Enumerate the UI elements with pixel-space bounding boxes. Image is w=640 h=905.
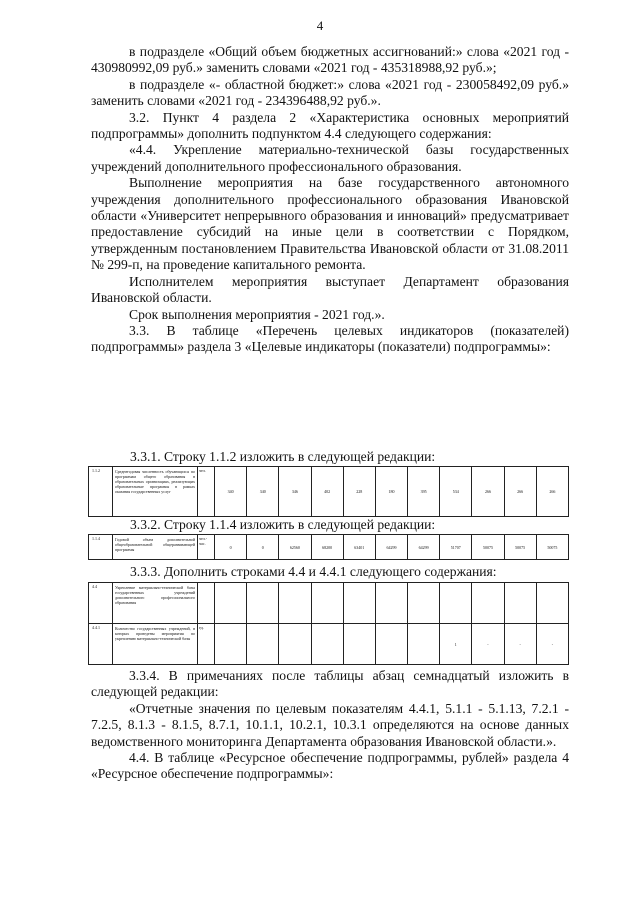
cell-index: 1.1.4 (89, 535, 113, 560)
cell-value: 395 (408, 467, 440, 517)
cell-value: 63401 (343, 535, 375, 560)
cell-value (215, 583, 247, 624)
table-row (89, 624, 569, 665)
cell-value: 50075 (472, 535, 504, 560)
cell-value (375, 583, 407, 624)
paragraph: 4.4. В таблице «Ресурсное обеспечение подпрограммы, рублей» раздела 4 «Ресурсное обеспечение подпрограммы»: (91, 750, 569, 782)
cell-value (408, 624, 440, 665)
cell-value: 228 (343, 467, 375, 517)
cell-unit: ед. (198, 624, 215, 665)
cell-value: 0 (215, 535, 247, 560)
cell-value (343, 583, 375, 624)
paragraph: 3.3.4. В примечаниях после таблицы абзац семнадцатый изложить в следующей редакции: (91, 668, 569, 700)
cell-value: 64299 (375, 535, 407, 560)
paragraph: в подразделе «Общий объем бюджетных ассигнований:» слова «2021 год - 430980992,09 руб.» заменить словами «2021 год - 435318988,92 руб.»; (91, 44, 569, 76)
cell-value: 50075 (536, 535, 568, 560)
paragraph: «4.4. Укрепление материально-технической базы государственных учреждений дополнительного профессионального образования. (91, 142, 569, 174)
cell-unit (198, 583, 215, 624)
cell-value (279, 583, 311, 624)
cell-value: - (504, 624, 536, 665)
cell-value: 266 (504, 467, 536, 517)
cell-name: Укрепление материально-технической базы государственных учреждений дополнительного профессионального образования (113, 583, 198, 624)
body-text-bottom (91, 668, 569, 783)
cell-value (247, 624, 279, 665)
cell-value: 346 (279, 467, 311, 517)
cell-value (311, 624, 343, 665)
cell-value: 402 (311, 467, 343, 517)
cell-value: 534 (440, 467, 472, 517)
indicator-table-1 (88, 466, 569, 517)
cell-name: Количество государственных учреждений, в которых проведены мероприятия по укреплению материально-технической базы (113, 624, 198, 665)
cell-unit: чел.-час. (198, 535, 215, 560)
cell-value: - (472, 624, 504, 665)
cell-value (504, 583, 536, 624)
cell-value (408, 583, 440, 624)
table-row (89, 583, 569, 624)
cell-value: 340 (247, 467, 279, 517)
paragraph: Срок выполнения мероприятия - 2021 год.». (129, 306, 385, 322)
cell-value: 266 (536, 467, 568, 517)
cell-value (247, 583, 279, 624)
cell-value: 0 (247, 535, 279, 560)
paragraph: 3.3. В таблице «Перечень целевых индикаторов (показателей) подпрограммы» раздела 3 «Целевые индикаторы (показатели) подпрограммы»: (91, 322, 569, 355)
cell-value (279, 624, 311, 665)
cell-value (472, 583, 504, 624)
paragraph: Выполнение мероприятия на базе государственного автономного учреждения дополнительного профессионального образования Ивановской области «Университет непрерывного образования и инноваций» предусматривает предоставление субсидий на иные цели в соответствии с Порядком, утвержденным постановлением Правительства Ивановской области от 31.08.2011 № 299-п, на проведение капитального ремонта. (91, 175, 569, 273)
paragraph: 3.2. Пункт 4 раздела 2 «Характеристика основных мероприятий подпрограммы» дополнить подпунктом 4.4 следующего содержания: (91, 109, 569, 142)
paragraph: в подразделе «- областной бюджет:» слова «2021 год - 230058492,09 руб.» заменить словами «2021 год - 234396488,92 руб.». (91, 76, 569, 109)
caption-table-1: 3.3.1. Строку 1.1.2 изложить в следующей редакции: (130, 449, 436, 464)
cell-name: Среднегодовая численность обучающихся по программам общего образования в образовательных организациях, реализующих образовательные программы в рамках оказания государственных услуг (113, 467, 198, 517)
caption-table-2: 3.3.2. Строку 1.1.4 изложить в следующей редакции: (130, 517, 436, 532)
cell-value (440, 583, 472, 624)
cell-value: - (536, 624, 568, 665)
cell-index: 4.4 (89, 583, 113, 624)
paragraph: «Отчетные значения по целевым показателям 4.4.1, 5.1.1 - 5.1.13, 7.2.1 - 7.2.5, 8.1.3 - 8.1.5, 8.7.1, 10.1.1, 10.2.1, 10.3.1 определяются на основе данных ведомственного мониторинга Департамента образования Ивановской области.». (91, 700, 569, 749)
body-text-top (91, 44, 569, 356)
cell-index: 1.1.2 (89, 467, 113, 517)
cell-unit: чел. (198, 467, 215, 517)
cell-value: 50075 (504, 535, 536, 560)
cell-value (311, 583, 343, 624)
cell-value: 266 (472, 467, 504, 517)
cell-index: 4.4.1 (89, 624, 113, 665)
cell-value: 62560 (279, 535, 311, 560)
cell-name: Годовой объем дополнительной общеобразовательной общеразвивающей программы (113, 535, 198, 560)
cell-value: 64299 (408, 535, 440, 560)
paragraph: Исполнителем мероприятия выступает Департамент образования Ивановской области. (91, 273, 569, 306)
cell-value: 180 (375, 467, 407, 517)
caption-table-3: 3.3.3. Дополнить строками 4.4 и 4.4.1 следующего содержания: (130, 564, 497, 579)
cell-value (536, 583, 568, 624)
cell-value (343, 624, 375, 665)
page-number: 4 (316, 18, 324, 33)
table-row (89, 467, 569, 517)
cell-value: 1 (440, 624, 472, 665)
indicator-table-2 (88, 534, 569, 560)
cell-value (215, 624, 247, 665)
table-row (89, 535, 569, 560)
cell-value: 51707 (440, 535, 472, 560)
indicator-table-3 (88, 582, 569, 665)
cell-value: 68200 (311, 535, 343, 560)
cell-value: 340 (215, 467, 247, 517)
cell-value (375, 624, 407, 665)
